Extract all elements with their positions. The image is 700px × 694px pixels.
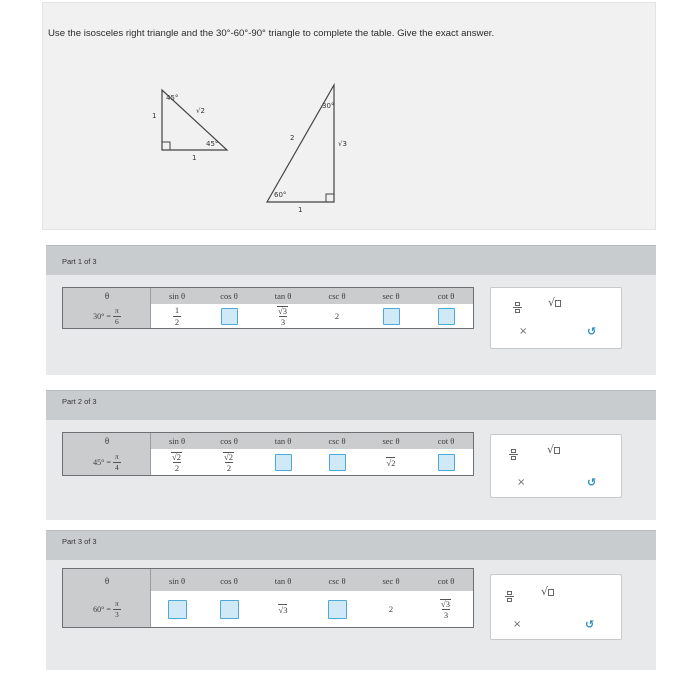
cos-header: cos θ <box>220 436 238 446</box>
sec-value: √2 <box>386 457 396 468</box>
csc-answer-input[interactable] <box>328 600 347 619</box>
math-toolbar <box>490 287 622 349</box>
part3-table <box>62 568 474 628</box>
angle-degrees: 45° = <box>93 457 111 467</box>
triangles-figure <box>142 80 372 215</box>
part3-header <box>46 530 656 560</box>
sec-answer-input[interactable] <box>383 308 400 325</box>
csc-header: csc θ <box>328 576 346 586</box>
cos-answer-input[interactable] <box>221 308 238 325</box>
sec-header: sec θ <box>382 436 400 446</box>
cos-header: cos θ <box>220 576 238 586</box>
theta-header: θ <box>104 291 110 301</box>
part2-header <box>46 390 656 420</box>
cot-header: cot θ <box>437 576 455 586</box>
sin-header: sin θ <box>168 291 186 301</box>
t306090-hypotenuse: 2 <box>290 134 295 142</box>
cot-value: $\frac{√3}{3}$ <box>441 598 450 620</box>
part2-body <box>46 420 656 520</box>
tan-header: tan θ <box>274 576 292 586</box>
t306090-bottom: 1 <box>298 206 303 214</box>
angle-cell <box>63 304 151 328</box>
clear-button[interactable]: × <box>519 326 528 337</box>
tan-header: tan θ <box>274 291 292 301</box>
csc-value: 2 <box>334 311 340 321</box>
sin-header: sin θ <box>168 436 186 446</box>
angle-fraction: $\frac{\pi}{3}$ <box>113 600 121 618</box>
iso-angle-right: 45° <box>206 140 219 148</box>
t306090-angle-bottom: 60° <box>274 191 287 199</box>
t306090-right-side: √3 <box>338 140 347 148</box>
undo-icon[interactable]: ↺ <box>587 476 597 489</box>
angle-cell <box>63 449 151 475</box>
math-toolbar <box>490 434 622 498</box>
part3-label: Part 3 of 3 <box>62 537 97 546</box>
angle-degrees: 60° = <box>93 604 111 614</box>
instructions-text: Use the isosceles right triangle and the 30°-60°-90° triangle to complete the table. Give the exact answer. <box>48 28 495 39</box>
fraction-icon[interactable] <box>513 296 522 313</box>
part1-body <box>46 275 656 375</box>
part1-header <box>46 245 656 275</box>
undo-icon[interactable]: ↺ <box>587 325 597 338</box>
cot-answer-input[interactable] <box>438 308 455 325</box>
iso-hypotenuse: √2 <box>196 107 205 115</box>
fraction-icon[interactable] <box>505 585 514 602</box>
part1-table <box>62 287 474 329</box>
square-root-icon[interactable]: √ <box>547 443 560 456</box>
undo-icon[interactable]: ↺ <box>585 618 595 631</box>
angle-degrees: 30° = <box>93 311 111 321</box>
t306090-angle-top: 30° <box>322 102 335 110</box>
sin-value: $\frac{1}{2}$ <box>174 305 180 327</box>
theta-header: θ <box>104 436 110 446</box>
iso-left-side: 1 <box>152 112 157 120</box>
cos-header: cos θ <box>220 291 238 301</box>
angle-fraction: $\frac{\pi}{4}$ <box>113 453 121 471</box>
sin-answer-input[interactable] <box>168 600 187 619</box>
part2-label: Part 2 of 3 <box>62 397 97 406</box>
angle-fraction: $\frac{\pi}{6}$ <box>113 307 121 325</box>
square-root-icon[interactable]: √ <box>541 585 554 598</box>
sec-value: 2 <box>388 604 394 614</box>
clear-button[interactable]: × <box>517 477 526 488</box>
angle-cell <box>63 591 151 627</box>
sin-value: $\frac{√2}{2}$ <box>172 451 181 473</box>
fraction-icon[interactable] <box>509 443 518 460</box>
math-toolbar <box>490 574 622 640</box>
sec-header: sec θ <box>382 291 400 301</box>
square-root-icon[interactable]: √ <box>548 296 561 309</box>
cot-answer-input[interactable] <box>438 454 455 471</box>
part3-body <box>46 560 656 670</box>
tan-header: tan θ <box>274 436 292 446</box>
cos-answer-input[interactable] <box>220 600 239 619</box>
cos-value: $\frac{√2}{2}$ <box>224 451 233 473</box>
tan-value: $\frac{√3}{3}$ <box>278 305 287 327</box>
iso-angle-top: 45° <box>166 94 179 102</box>
csc-header: csc θ <box>328 436 346 446</box>
theta-header: θ <box>104 576 110 586</box>
cot-header: cot θ <box>437 436 455 446</box>
clear-button[interactable]: × <box>513 619 522 630</box>
part1-label: Part 1 of 3 <box>62 257 97 266</box>
tan-answer-input[interactable] <box>275 454 292 471</box>
csc-header: csc θ <box>328 291 346 301</box>
sin-header: sin θ <box>168 576 186 586</box>
part2-table <box>62 432 474 476</box>
sec-header: sec θ <box>382 576 400 586</box>
iso-bottom-side: 1 <box>192 154 197 162</box>
csc-answer-input[interactable] <box>329 454 346 471</box>
tan-value: √3 <box>278 604 288 615</box>
cot-header: cot θ <box>437 291 455 301</box>
